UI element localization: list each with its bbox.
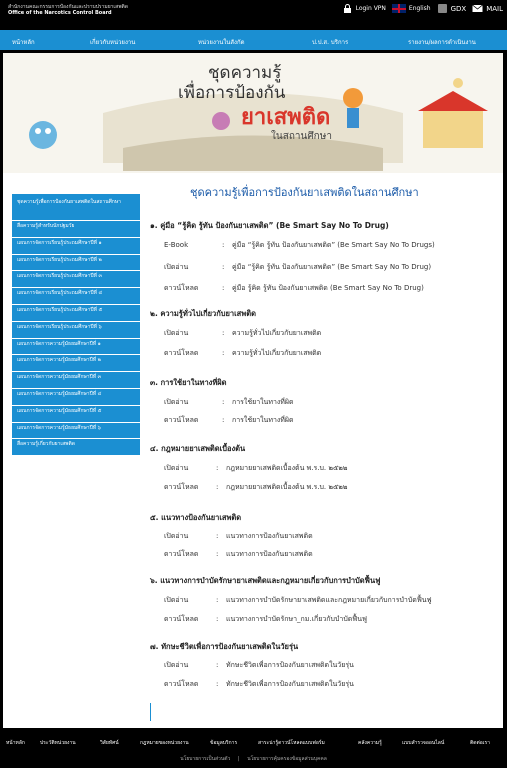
- section-heading: ๖. แนวทางการบำบัดรักษายาเสพติดและกฎหมายเกี่ยวกับการบำบัดฟื้นฟู: [150, 576, 381, 585]
- resource-row: เปิดอ่าน : ทักษะชีวิตเพื่อการป้องกันยาเสพติดในวัยรุ่น: [164, 661, 354, 669]
- row-label: เปิดอ่าน: [164, 329, 189, 337]
- footer-separator: |: [237, 756, 240, 762]
- nav-services[interactable]: ป.ป.ส. บริการ: [312, 39, 349, 46]
- resource-link[interactable]: การใช้ยาในทางที่ผิด: [232, 398, 294, 406]
- footer-link[interactable]: กฎหมายของหน่วยงาน: [140, 740, 189, 746]
- row-label: ดาวน์โหลด: [164, 483, 199, 491]
- footer-link[interactable]: วิสัยทัศน์: [100, 740, 119, 746]
- row-label: เปิดอ่าน: [164, 263, 189, 271]
- sidebar-item[interactable]: แผนการจัดการเรียนรู้ประถมศึกษาปีที่ ๓: [12, 271, 140, 288]
- main-nav: [0, 30, 507, 50]
- resource-link[interactable]: ความรู้ทั่วไปเกี่ยวกับยาเสพติด: [232, 329, 322, 337]
- uk-flag-icon: [392, 4, 406, 13]
- sidebar-item[interactable]: แผนการจัดการเรียนรู้ประถมศึกษาปีที่ ๒: [12, 255, 140, 272]
- footer-link[interactable]: หน้าหลัก: [6, 740, 25, 746]
- resource-row: เปิดอ่าน : กฎหมายยาเสพติดเบื้องต้น พ.ร.บ. ๒๕๒๒: [164, 464, 348, 472]
- resource-link[interactable]: แนวทางการป้องกันยาเสพติด: [226, 550, 313, 558]
- resource-link[interactable]: ทักษะชีวิตเพื่อการป้องกันยาเสพติดในวัยรุ่น: [226, 661, 354, 669]
- banner-line3: ยาเสพติด: [241, 105, 331, 130]
- lock-icon: [342, 3, 353, 14]
- mail-icon: [472, 3, 483, 14]
- row-label: เปิดอ่าน: [164, 532, 189, 540]
- resource-link[interactable]: แนวทางการบำบัดรักษา_กม.เกี่ยวกับบำบัดฟื้นฟู: [226, 615, 368, 623]
- section-heading: ๗. ทักษะชีวิตเพื่อการป้องกันยาเสพติดในวัยรุ่น: [150, 642, 299, 651]
- section-heading: ๔. กฎหมายยาเสพติดเบื้องต้น: [150, 444, 246, 453]
- section-heading: ๕. แนวทางป้องกันยาเสพติด: [150, 513, 242, 522]
- row-label: ดาวน์โหลด: [164, 680, 199, 688]
- sidebar-item[interactable]: แผนการจัดการความรู้มัธยมศึกษาปีที่ ๓: [12, 372, 140, 389]
- footer-link[interactable]: สาระน่ารู้ดาวน์โหลดแบบฟอร์ม: [258, 740, 325, 746]
- privacy-link[interactable]: นโยบายการเป็นส่วนตัว: [180, 756, 231, 762]
- mail-link[interactable]: [472, 3, 503, 14]
- sidebar-item[interactable]: สื่อความรู้เกี่ยวกับยาเสพติด: [12, 439, 140, 456]
- banner-line4: ในสถานศึกษา: [271, 131, 332, 142]
- footer-link[interactable]: ติดต่อเรา: [470, 740, 490, 746]
- resource-link[interactable]: ความรู้ทั่วไปเกี่ยวกับยาเสพติด: [232, 349, 322, 357]
- resource-row: ดาวน์โหลด : ทักษะชีวิตเพื่อการป้องกันยาเสพติดในวัยรุ่น: [164, 680, 354, 688]
- english-label: English: [408, 5, 431, 12]
- resource-link[interactable]: แนวทางการบำบัดรักษายาเสพติดและกฎหมายเกี่ยวกับการบำบัดฟื้นฟู: [226, 596, 432, 604]
- section-heading: ๒. ความรู้ทั่วไปเกี่ยวกับยาเสพติด: [150, 309, 256, 318]
- section-heading: ๓. การใช้ยาในทางที่ผิด: [150, 378, 227, 387]
- resource-link[interactable]: กฎหมายยาเสพติดเบื้องต้น พ.ร.บ. ๒๕๒๒: [226, 483, 348, 491]
- row-label: เปิดอ่าน: [164, 464, 189, 472]
- row-label: เปิดอ่าน: [164, 398, 189, 406]
- gdx-icon: [437, 3, 448, 14]
- section-heading: ๑. คู่มือ “รู้คิด รู้ทัน ป้องกันยาเสพติด” (Be Smart Say No To Drug): [150, 221, 389, 230]
- row-label: ดาวน์โหลด: [164, 550, 199, 558]
- resource-row: เปิดอ่าน : ความรู้ทั่วไปเกี่ยวกับยาเสพติด: [164, 329, 322, 337]
- footer-link[interactable]: แบบสำรวจออนไลน์: [402, 740, 445, 746]
- resource-row: ดาวน์โหลด : แนวทางการบำบัดรักษา_กม.เกี่ยวกับบำบัดฟื้นฟู: [164, 615, 368, 623]
- resource-row: เปิดอ่าน : แนวทางการป้องกันยาเสพติด: [164, 532, 313, 540]
- sidebar-item[interactable]: ชุดความรู้เพื่อการป้องกันยาเสพติดในสถานศึกษา: [12, 197, 140, 221]
- top-bar: [0, 0, 507, 22]
- footer-policy-links: [0, 755, 507, 763]
- sidebar: [12, 194, 140, 456]
- org-name-th: สำนักงานคณะกรรมการป้องกันและปราบปรามยาเสพติด: [8, 4, 128, 10]
- resource-row: เปิดอ่าน : แนวทางการบำบัดรักษายาเสพติดและกฎหมายเกี่ยวกับการบำบัดฟื้นฟู: [164, 596, 432, 604]
- footer-nav: [0, 735, 507, 749]
- sidebar-item[interactable]: แผนการจัดการเรียนรู้ประถมศึกษาปีที่ ๔: [12, 288, 140, 305]
- gdx-link[interactable]: [437, 3, 467, 14]
- org-name-en: Office of the Narcotics Control Board: [8, 10, 112, 16]
- row-label: เปิดอ่าน: [164, 596, 189, 604]
- row-label: ดาวน์โหลด: [164, 416, 199, 424]
- footer-link[interactable]: ประวัติหน่วยงาน: [40, 740, 76, 746]
- resource-row: เปิดอ่าน : การใช้ยาในทางที่ผิด: [164, 398, 294, 406]
- resource-row: ดาวน์โหลด : การใช้ยาในทางที่ผิด: [164, 416, 294, 424]
- banner-line2: เพื่อการป้องกัน: [178, 83, 286, 103]
- sidebar-item[interactable]: แผนการจัดการความรู้มัธยมศึกษาปีที่ ๖: [12, 423, 140, 440]
- banner: [3, 53, 503, 173]
- page-title: ชุดความรู้เพื่อการป้องกันยาเสพติดในสถานศึกษา: [190, 186, 419, 199]
- sidebar-item[interactable]: สื่อความรู้สำหรับนักปฐมวัย: [12, 221, 140, 238]
- pdpa-link[interactable]: นโยบายการคุ้มครองข้อมูลส่วนบุคคล: [247, 756, 327, 762]
- resource-link[interactable]: การใช้ยาในทางที่ผิด: [232, 416, 294, 424]
- nav-reports[interactable]: รายงาน/ผลการดำเนินงาน: [408, 39, 476, 46]
- nav-units[interactable]: หน่วยงานในสังกัด: [198, 39, 245, 46]
- sidebar-item[interactable]: แผนการจัดการเรียนรู้ประถมศึกษาปีที่ ๑: [12, 238, 140, 255]
- row-label: ดาวน์โหลด: [164, 284, 199, 292]
- sidebar-item[interactable]: แผนการจัดการเรียนรู้ประถมศึกษาปีที่ ๕: [12, 305, 140, 322]
- resource-link[interactable]: แนวทางการป้องกันยาเสพติด: [226, 532, 313, 540]
- nav-about[interactable]: เกี่ยวกับหน่วยงาน: [90, 39, 136, 46]
- row-label: ดาวน์โหลด: [164, 349, 199, 357]
- resource-row: ดาวน์โหลด : แนวทางการป้องกันยาเสพติด: [164, 550, 313, 558]
- resource-link[interactable]: กฎหมายยาเสพติดเบื้องต้น พ.ร.บ. ๒๕๒๒: [226, 464, 348, 472]
- mail-label: MAIL: [486, 4, 503, 13]
- row-label: E-Book: [164, 241, 189, 249]
- row-label: ดาวน์โหลด: [164, 615, 199, 623]
- banner-line1: ชุดความรู้: [208, 63, 282, 83]
- nav-home[interactable]: หน้าหลัก: [12, 39, 35, 46]
- resource-row: E-Book : คู่มือ “รู้คิด รู้ทัน ป้องกันยาเสพติด” (Be Smart Say No To Drugs): [164, 241, 435, 249]
- gdx-label: GDX: [450, 4, 467, 13]
- row-label: เปิดอ่าน: [164, 661, 189, 669]
- resource-row: ดาวน์โหลด : คู่มือ รู้คิด รู้ทัน ป้องกันยาเสพติด (Be Smart Say No To Drug): [164, 284, 424, 292]
- english-link[interactable]: [392, 4, 431, 13]
- resource-link[interactable]: คู่มือ “รู้คิด รู้ทัน ป้องกันยาเสพติด” (Be Smart Say No To Drugs): [232, 241, 435, 249]
- resource-link[interactable]: คู่มือ รู้คิด รู้ทัน ป้องกันยาเสพติด (Be Smart Say No To Drug): [232, 284, 424, 292]
- login-vpn-label: Login VPN: [355, 5, 386, 12]
- sidebar-item[interactable]: แผนการจัดการเรียนรู้ประถมศึกษาปีที่ ๖: [12, 322, 140, 339]
- resource-row: ดาวน์โหลด : ความรู้ทั่วไปเกี่ยวกับยาเสพติด: [164, 349, 322, 357]
- resource-row: ดาวน์โหลด : กฎหมายยาเสพติดเบื้องต้น พ.ร.บ. ๒๕๒๒: [164, 483, 348, 491]
- footer-link[interactable]: คลังความรู้: [358, 740, 382, 746]
- sidebar-item[interactable]: แผนการจัดการความรู้มัธยมศึกษาปีที่ ๕: [12, 406, 140, 423]
- sidebar-item[interactable]: แผนการจัดการความรู้มัธยมศึกษาปีที่ ๔: [12, 389, 140, 406]
- text-cursor: [150, 703, 151, 721]
- footer-link[interactable]: ข้อมูลบริการ: [210, 740, 238, 746]
- sidebar-item[interactable]: แผนการจัดการความรู้มัธยมศึกษาปีที่ ๒: [12, 355, 140, 372]
- header-tools: [342, 3, 503, 14]
- resource-link[interactable]: คู่มือ “รู้คิด รู้ทัน ป้องกันยาเสพติด” (Be Smart Say No To Drug): [232, 263, 432, 271]
- sidebar-item[interactable]: แผนการจัดการความรู้มัธยมศึกษาปีที่ ๑: [12, 339, 140, 356]
- resource-row: เปิดอ่าน : คู่มือ “รู้คิด รู้ทัน ป้องกันยาเสพติด” (Be Smart Say No To Drug): [164, 263, 432, 271]
- login-vpn-link[interactable]: [342, 3, 386, 14]
- resource-link[interactable]: ทักษะชีวิตเพื่อการป้องกันยาเสพติดในวัยรุ่น: [226, 680, 354, 688]
